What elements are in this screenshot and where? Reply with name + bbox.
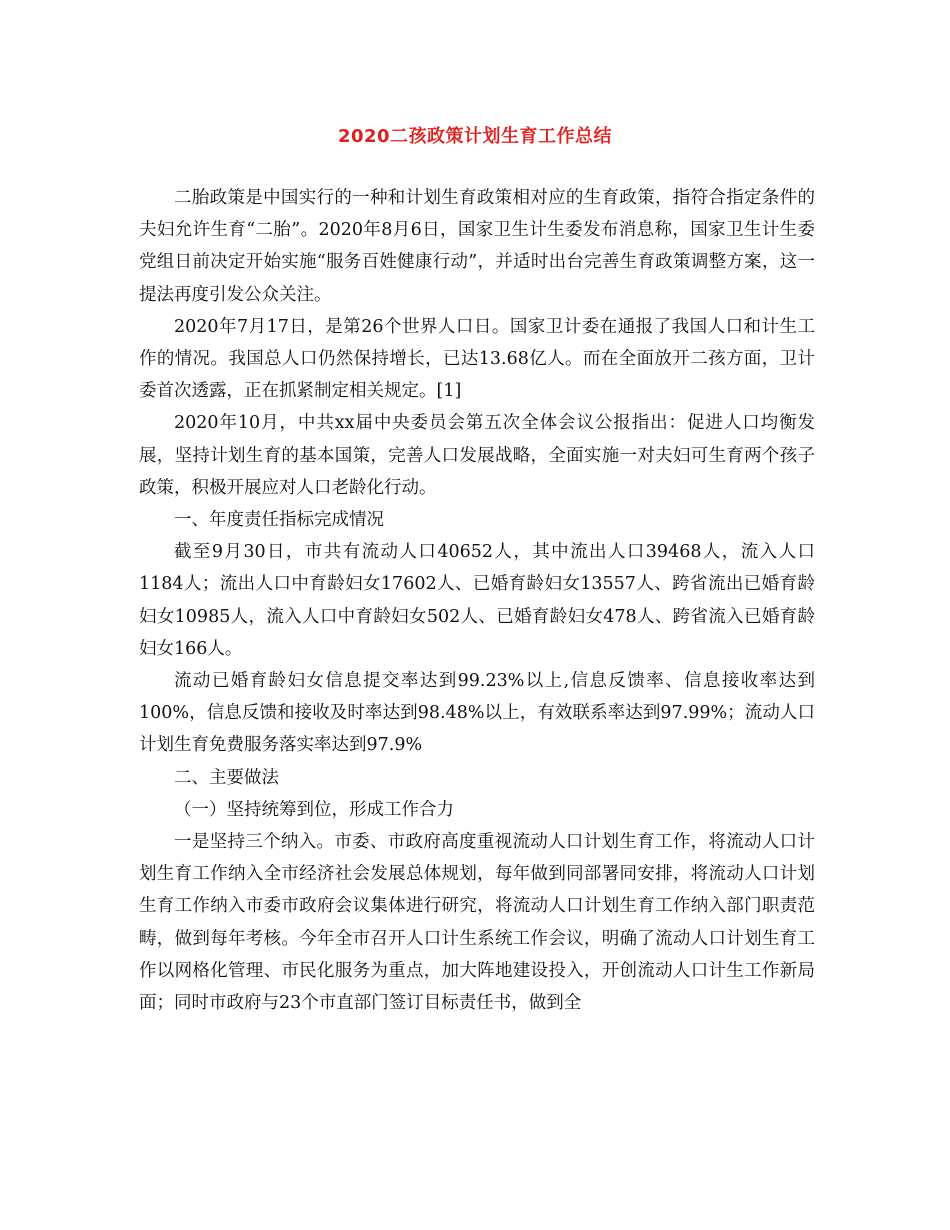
paragraph-three-inclusions: 一是坚持三个纳入。市委、市政府高度重视流动人口计划生育工作，将流动人口计划生育工作纳入全市经济社会发展总体规划，每年做到同部署同安排，将流动人口计划生育工作纳入市委市政府会议集体进行研究，将流动人口计划生育工作纳入部门职责范畴，做到每年考核。今年全市召开人口计生系统工作会议，明确了流动人口计划生育工作以网格化管理、市民化服务为重点，加大阵地建设投入，开创流动人口计生工作新局面；同时市政府与23个市直部门签订目标责任书，做到全	[139, 832, 815, 1014]
section-heading-1: 一、年度责任指标完成情况	[174, 510, 384, 531]
paragraph-population-day: 2020年7月17日，是第26个世界人口日。国家卫计委在通报了我国人口和计生工作的情况。我国总人口仍然保持增长，已达13.68亿人。而在全面放开二孩方面，卫计委首次透露，正在抓紧制定相关规定。[1]	[139, 316, 815, 402]
section-heading-2: 二、主要做法	[174, 767, 279, 788]
document-title: 2020二孩政策计划生育工作总结	[337, 126, 613, 147]
document-body	[139, 182, 815, 1019]
subsection-heading-1: （一）坚持统筹到位，形成工作合力	[174, 799, 454, 820]
paragraph-plenary-session: 2020年10月，中共xx届中央委员会第五次全体会议公报指出：促进人口均衡发展，坚持计划生育的基本国策，完善人口发展战略，全面实施一对夫妇可生育两个孩子政策，积极开展应对人口老龄化行动。	[139, 413, 815, 498]
paragraph-rates: 流动已婚育龄妇女信息提交率达到99.23%以上,信息反馈率、信息接收率达到100%，信息反馈和接收及时率达到98.48%以上，有效联系率达到97.99%；流动人口计划生育免费服务落实率达到97.9%	[139, 671, 815, 756]
paragraph-intro: 二胎政策是中国实行的一种和计划生育政策相对应的生育政策，指符合指定条件的夫妇允许生育“二胎”。2020年8月6日，国家卫生计生委发布消息称，国家卫生计生委党组日前决定开始实施“服务百姓健康行动”，并适时出台完善生育政策调整方案，这一提法再度引发公众关注。	[139, 188, 815, 305]
paragraph-statistics: 截至9月30日，市共有流动人口40652人，其中流出人口39468人，流入人口1184人；流出人口中育龄妇女17602人、已婚育龄妇女13557人、跨省流出已婚育龄妇女10985人，流入人口中育龄妇女502人、已婚育龄妇女478人、跨省流入已婚育龄妇女166人。	[139, 542, 815, 659]
